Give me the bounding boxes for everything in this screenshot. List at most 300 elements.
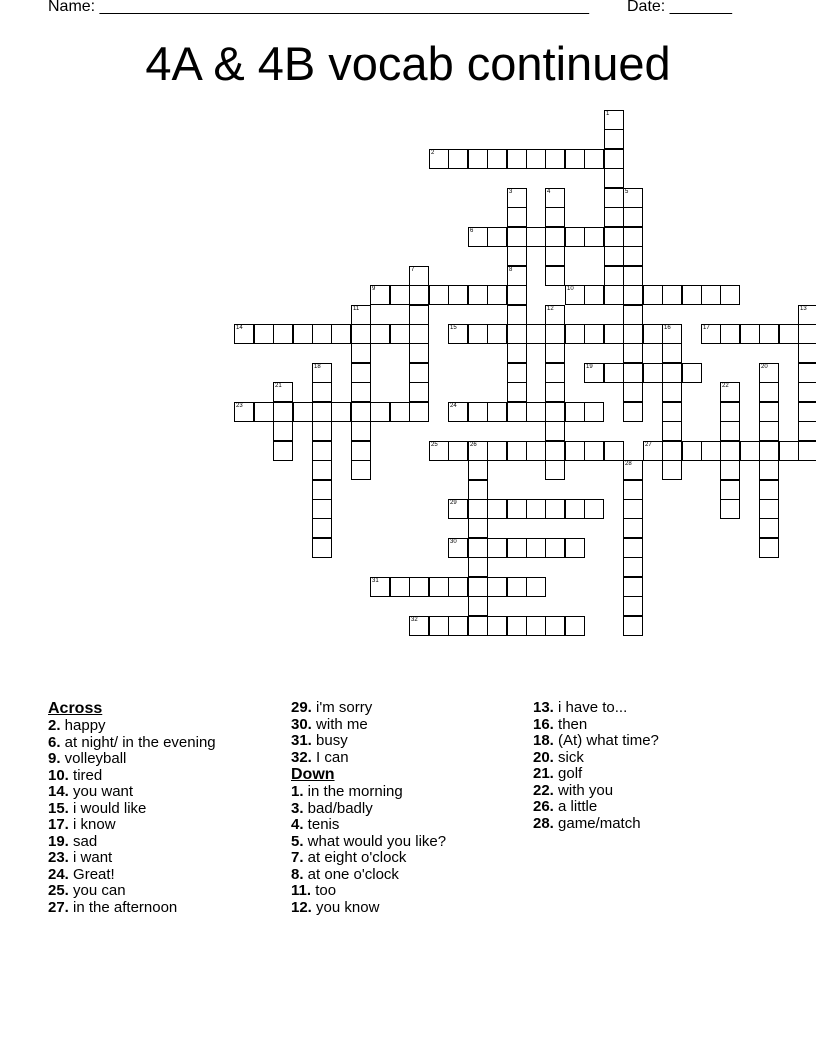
- crossword-cell[interactable]: [662, 363, 682, 383]
- crossword-cell[interactable]: [623, 596, 643, 616]
- crossword-cell[interactable]: [351, 382, 371, 402]
- crossword-cell[interactable]: [312, 382, 332, 402]
- clue-item-number: 32.: [291, 748, 312, 766]
- crossword-cell[interactable]: [487, 149, 507, 169]
- clue-item-number: 31.: [291, 732, 312, 749]
- crossword-cell[interactable]: [312, 518, 332, 538]
- clue-item-text: at eight o'clock: [303, 849, 407, 866]
- crossword-cell[interactable]: [623, 227, 643, 247]
- crossword-cell[interactable]: [623, 577, 643, 597]
- crossword-cell[interactable]: [623, 246, 643, 266]
- crossword-cell[interactable]: [662, 421, 682, 441]
- crossword-cell[interactable]: [507, 616, 527, 636]
- crossword-cell[interactable]: [565, 402, 585, 422]
- crossword-cell[interactable]: [526, 577, 546, 597]
- crossword-cell[interactable]: [584, 324, 604, 344]
- clue-item-text: golf: [553, 765, 583, 782]
- crossword-cell[interactable]: [507, 149, 527, 169]
- crossword-cell[interactable]: [409, 363, 429, 383]
- crossword-cell[interactable]: [565, 499, 585, 519]
- crossword-cell[interactable]: [584, 499, 604, 519]
- clue-item-text: too: [311, 882, 337, 899]
- crossword-cell[interactable]: [468, 460, 488, 480]
- crossword-cell[interactable]: [468, 227, 488, 247]
- crossword-cell[interactable]: [643, 324, 663, 344]
- crossword-cell[interactable]: [429, 616, 449, 636]
- crossword-cell[interactable]: [507, 305, 527, 325]
- clue-number: 2: [431, 150, 435, 156]
- crossword-cell[interactable]: [370, 324, 390, 344]
- crossword-cell[interactable]: [798, 363, 816, 383]
- crossword-cell[interactable]: [643, 441, 663, 461]
- clue-number: 18: [314, 364, 321, 370]
- crossword-cell[interactable]: [526, 499, 546, 519]
- clue-number: 25: [431, 442, 438, 448]
- crossword-cell[interactable]: [312, 363, 332, 383]
- clue-item-text: you know: [311, 898, 380, 916]
- crossword-cell[interactable]: [623, 538, 643, 558]
- crossword-cell[interactable]: [720, 480, 740, 500]
- clue-number: 23: [236, 403, 243, 409]
- crossword-cell[interactable]: [662, 285, 682, 305]
- crossword-cell[interactable]: [526, 616, 546, 636]
- crossword-cell[interactable]: [545, 382, 565, 402]
- crossword-cell[interactable]: [604, 129, 624, 149]
- crossword-cell[interactable]: [526, 149, 546, 169]
- crossword-cell[interactable]: [351, 363, 371, 383]
- crossword-cell[interactable]: [448, 616, 468, 636]
- crossword-cell[interactable]: [448, 149, 468, 169]
- crossword-cell[interactable]: [487, 616, 507, 636]
- clue-item-text: then: [553, 715, 588, 733]
- crossword-cell[interactable]: [409, 577, 429, 597]
- clue-item-text: volleyball: [60, 750, 127, 767]
- crossword-cell[interactable]: [312, 480, 332, 500]
- clue-number: 24: [450, 403, 457, 409]
- clue-item: [533, 717, 659, 734]
- clue-item-text: I can: [311, 748, 349, 766]
- crossword-cell[interactable]: [604, 324, 624, 344]
- crossword-cell[interactable]: [720, 441, 740, 461]
- crossword-cell[interactable]: [507, 246, 527, 266]
- clue-item-text: (At) what time?: [553, 732, 659, 749]
- crossword-cell[interactable]: [234, 402, 254, 422]
- crossword-cell[interactable]: [487, 538, 507, 558]
- crossword-cell[interactable]: [448, 441, 468, 461]
- crossword-cell[interactable]: [351, 421, 371, 441]
- crossword-cell[interactable]: [759, 538, 779, 558]
- crossword-cell[interactable]: [312, 499, 332, 519]
- crossword-cell[interactable]: [312, 421, 332, 441]
- crossword-cell[interactable]: [468, 557, 488, 577]
- crossword-cell[interactable]: [623, 324, 643, 344]
- crossword-cell[interactable]: [604, 266, 624, 286]
- crossword-cell[interactable]: [798, 402, 816, 422]
- crossword-cell[interactable]: [331, 324, 351, 344]
- crossword-cell[interactable]: [604, 149, 624, 169]
- clue-item: [48, 768, 216, 785]
- crossword-cell[interactable]: [643, 285, 663, 305]
- crossword-cell[interactable]: [487, 285, 507, 305]
- crossword-cell[interactable]: [429, 149, 449, 169]
- crossword-cell[interactable]: [604, 110, 624, 130]
- crossword-cell[interactable]: [409, 343, 429, 363]
- crossword-cell[interactable]: [429, 285, 449, 305]
- crossword-cell[interactable]: [487, 499, 507, 519]
- crossword-cell[interactable]: [623, 518, 643, 538]
- crossword-cell[interactable]: [798, 324, 816, 344]
- crossword-cell[interactable]: [390, 324, 410, 344]
- crossword-cell[interactable]: [312, 441, 332, 461]
- clue-item: [48, 867, 216, 884]
- crossword-cell[interactable]: [390, 285, 410, 305]
- crossword-cell[interactable]: [720, 460, 740, 480]
- crossword-cell[interactable]: [759, 402, 779, 422]
- crossword-cell[interactable]: [273, 382, 293, 402]
- crossword-cell[interactable]: [584, 402, 604, 422]
- clue-item-number: 7.: [291, 849, 304, 866]
- clue-item: [291, 834, 446, 851]
- crossword-cell[interactable]: [623, 557, 643, 577]
- crossword-cell[interactable]: [565, 324, 585, 344]
- crossword-cell[interactable]: [623, 382, 643, 402]
- crossword-cell[interactable]: [545, 266, 565, 286]
- crossword-cell[interactable]: [312, 324, 332, 344]
- crossword-cell[interactable]: [254, 324, 274, 344]
- crossword-cell[interactable]: [273, 441, 293, 461]
- crossword-cell[interactable]: [604, 207, 624, 227]
- crossword-cell[interactable]: [701, 285, 721, 305]
- crossword-cell[interactable]: [623, 402, 643, 422]
- crossword-cell[interactable]: [759, 499, 779, 519]
- crossword-cell[interactable]: [701, 324, 721, 344]
- crossword-cell[interactable]: [798, 382, 816, 402]
- clue-number: 10: [567, 286, 574, 292]
- crossword-cell[interactable]: [759, 382, 779, 402]
- crossword-cell[interactable]: [565, 441, 585, 461]
- crossword-cell[interactable]: [390, 402, 410, 422]
- crossword-cell[interactable]: [682, 441, 702, 461]
- crossword-cell[interactable]: [545, 421, 565, 441]
- crossword-cell[interactable]: [312, 460, 332, 480]
- clue-item-text: happy: [60, 717, 106, 734]
- crossword-cell[interactable]: [662, 460, 682, 480]
- crossword-cell[interactable]: [448, 285, 468, 305]
- crossword-cell[interactable]: [545, 499, 565, 519]
- crossword-cell[interactable]: [662, 402, 682, 422]
- clue-item-number: 22.: [533, 781, 554, 799]
- clue-item-text: i know: [68, 816, 116, 833]
- clue-item: [533, 733, 659, 750]
- crossword-cell[interactable]: [507, 402, 527, 422]
- crossword-cell[interactable]: [623, 616, 643, 636]
- clue-item-number: 18.: [533, 732, 554, 749]
- crossword-cell[interactable]: [623, 188, 643, 208]
- crossword-cell[interactable]: [565, 149, 585, 169]
- crossword-cell[interactable]: [507, 343, 527, 363]
- crossword-cell[interactable]: [759, 518, 779, 538]
- crossword-cell[interactable]: [293, 402, 313, 422]
- crossword-cell[interactable]: [468, 518, 488, 538]
- crossword-cell[interactable]: [468, 441, 488, 461]
- crossword-cell[interactable]: [507, 188, 527, 208]
- clue-number: 15: [450, 325, 457, 331]
- crossword-cell[interactable]: [545, 188, 565, 208]
- clue-item: [291, 900, 446, 917]
- crossword-cell[interactable]: [507, 441, 527, 461]
- crossword-cell[interactable]: [526, 227, 546, 247]
- crossword-cell[interactable]: [545, 402, 565, 422]
- crossword-cell[interactable]: [507, 363, 527, 383]
- crossword-cell[interactable]: [507, 207, 527, 227]
- crossword-cell[interactable]: [331, 402, 351, 422]
- crossword-cell[interactable]: [487, 402, 507, 422]
- crossword-cell[interactable]: [507, 499, 527, 519]
- crossword-cell[interactable]: [720, 382, 740, 402]
- clue-item-number: 9.: [48, 750, 61, 767]
- clues-column-2: [291, 700, 446, 916]
- clue-item: [48, 735, 216, 752]
- crossword-cell[interactable]: [604, 285, 624, 305]
- crossword-cell[interactable]: [429, 577, 449, 597]
- crossword-cell[interactable]: [370, 285, 390, 305]
- crossword-cell[interactable]: [507, 538, 527, 558]
- clue-item: [48, 784, 216, 801]
- crossword-cell[interactable]: [604, 363, 624, 383]
- crossword-cell[interactable]: [409, 266, 429, 286]
- clue-number: 27: [645, 442, 652, 448]
- clue-item-number: 3.: [291, 799, 304, 817]
- crossword-cell[interactable]: [293, 324, 313, 344]
- crossword-cell[interactable]: [468, 538, 488, 558]
- crossword-cell[interactable]: [545, 616, 565, 636]
- clue-item-number: 10.: [48, 766, 69, 784]
- clue-number: 31: [372, 578, 379, 584]
- crossword-cell[interactable]: [720, 421, 740, 441]
- crossword-cell[interactable]: [487, 577, 507, 597]
- crossword-cell[interactable]: [409, 402, 429, 422]
- crossword-cell[interactable]: [448, 324, 468, 344]
- crossword-cell[interactable]: [759, 363, 779, 383]
- clue-item: [291, 817, 446, 834]
- crossword-cell[interactable]: [468, 577, 488, 597]
- crossword-cell[interactable]: [273, 402, 293, 422]
- crossword-cell[interactable]: [623, 343, 643, 363]
- clue-item-text: what would you like?: [303, 832, 447, 850]
- crossword-cell[interactable]: [526, 538, 546, 558]
- crossword-cell[interactable]: [720, 402, 740, 422]
- crossword-cell[interactable]: [662, 343, 682, 363]
- clue-item-text: i'm sorry: [311, 699, 373, 716]
- crossword-cell[interactable]: [662, 441, 682, 461]
- clue-item-text: tired: [68, 766, 103, 784]
- crossword-cell[interactable]: [584, 441, 604, 461]
- clue-item-text: you want: [68, 783, 134, 800]
- crossword-cell[interactable]: [584, 285, 604, 305]
- clue-item-number: 8.: [291, 865, 304, 883]
- crossword-cell[interactable]: [545, 343, 565, 363]
- crossword-cell[interactable]: [604, 188, 624, 208]
- crossword-cell[interactable]: [429, 441, 449, 461]
- crossword-cell[interactable]: [370, 402, 390, 422]
- crossword-cell[interactable]: [565, 616, 585, 636]
- clue-item-text: in the afternoon: [68, 898, 178, 916]
- crossword-cell[interactable]: [623, 363, 643, 383]
- clue-number: 12: [547, 306, 554, 312]
- crossword-cell[interactable]: [409, 616, 429, 636]
- crossword-cell[interactable]: [798, 343, 816, 363]
- crossword-cell[interactable]: [487, 324, 507, 344]
- clue-item-text: at one o'clock: [303, 865, 399, 883]
- crossword-cell[interactable]: [468, 596, 488, 616]
- crossword-cell[interactable]: [759, 324, 779, 344]
- crossword-cell[interactable]: [468, 149, 488, 169]
- crossword-cell[interactable]: [448, 499, 468, 519]
- crossword-cell[interactable]: [584, 149, 604, 169]
- crossword-cell[interactable]: [623, 266, 643, 286]
- crossword-cell[interactable]: [351, 343, 371, 363]
- crossword-cell[interactable]: [468, 480, 488, 500]
- crossword-cell[interactable]: [720, 285, 740, 305]
- crossword-cell[interactable]: [254, 402, 274, 422]
- crossword-cell[interactable]: [545, 246, 565, 266]
- crossword-cell[interactable]: [409, 285, 429, 305]
- crossword-cell[interactable]: [545, 460, 565, 480]
- crossword-cell[interactable]: [604, 227, 624, 247]
- crossword-cell[interactable]: [720, 324, 740, 344]
- crossword-cell[interactable]: [507, 266, 527, 286]
- crossword-cell[interactable]: [409, 382, 429, 402]
- crossword-cell[interactable]: [507, 382, 527, 402]
- clue-number: 8: [509, 267, 513, 273]
- crossword-cell[interactable]: [682, 285, 702, 305]
- crossword-cell[interactable]: [623, 499, 643, 519]
- crossword-cell[interactable]: [759, 480, 779, 500]
- crossword-cell[interactable]: [273, 324, 293, 344]
- crossword-cell[interactable]: [584, 363, 604, 383]
- crossword-cell[interactable]: [623, 285, 643, 305]
- crossword-cell[interactable]: [643, 363, 663, 383]
- crossword-cell[interactable]: [351, 441, 371, 461]
- crossword-cell[interactable]: [507, 227, 527, 247]
- crossword-cell[interactable]: [312, 402, 332, 422]
- clue-item: [48, 900, 216, 917]
- crossword-cell[interactable]: [779, 324, 799, 344]
- crossword-cell[interactable]: [487, 441, 507, 461]
- crossword-cell[interactable]: [507, 577, 527, 597]
- crossword-cell[interactable]: [351, 402, 371, 422]
- crossword-cell[interactable]: [759, 421, 779, 441]
- crossword-cell[interactable]: [759, 460, 779, 480]
- crossword-cell[interactable]: [720, 499, 740, 519]
- crossword-cell[interactable]: [273, 421, 293, 441]
- clue-item: [48, 718, 216, 735]
- clue-number: 5: [625, 189, 629, 195]
- crossword-cell[interactable]: [604, 168, 624, 188]
- crossword-cell[interactable]: [565, 285, 585, 305]
- crossword-cell[interactable]: [468, 324, 488, 344]
- clue-item-number: 17.: [48, 816, 69, 833]
- clue-item: [48, 801, 216, 818]
- crossword-cell[interactable]: [468, 499, 488, 519]
- crossword-cell[interactable]: [623, 480, 643, 500]
- crossword-cell[interactable]: [468, 402, 488, 422]
- crossword-cell[interactable]: [545, 207, 565, 227]
- clue-number: 3: [509, 189, 513, 195]
- crossword-cell[interactable]: [565, 538, 585, 558]
- clue-item: [291, 733, 446, 750]
- crossword-cell[interactable]: [623, 305, 643, 325]
- crossword-cell[interactable]: [448, 577, 468, 597]
- crossword-cell[interactable]: [448, 402, 468, 422]
- crossword-cell[interactable]: [351, 324, 371, 344]
- crossword-cell[interactable]: [234, 324, 254, 344]
- crossword-cell[interactable]: [545, 149, 565, 169]
- crossword-cell[interactable]: [526, 324, 546, 344]
- crossword-cell[interactable]: [604, 246, 624, 266]
- crossword-cell[interactable]: [584, 227, 604, 247]
- clue-item-number: 13.: [533, 699, 554, 716]
- crossword-cell[interactable]: [351, 305, 371, 325]
- crossword-cell[interactable]: [545, 227, 565, 247]
- crossword-cell[interactable]: [798, 441, 816, 461]
- clue-number: 19: [586, 364, 593, 370]
- crossword-cell[interactable]: [526, 402, 546, 422]
- crossword-cell[interactable]: [468, 616, 488, 636]
- crossword-cell[interactable]: [740, 324, 760, 344]
- crossword-cell[interactable]: [507, 324, 527, 344]
- crossword-cell[interactable]: [545, 441, 565, 461]
- crossword-cell[interactable]: [565, 227, 585, 247]
- clue-item-text: busy: [311, 732, 348, 749]
- crossword-cell[interactable]: [545, 324, 565, 344]
- crossword-cell[interactable]: [545, 538, 565, 558]
- crossword-cell[interactable]: [448, 538, 468, 558]
- crossword-cell[interactable]: [390, 577, 410, 597]
- crossword-cell[interactable]: [798, 421, 816, 441]
- crossword-cell[interactable]: [487, 227, 507, 247]
- clue-item-text: Great!: [68, 865, 115, 883]
- crossword-cell[interactable]: [409, 305, 429, 325]
- crossword-cell[interactable]: [409, 324, 429, 344]
- crossword-cell[interactable]: [662, 324, 682, 344]
- crossword-cell[interactable]: [351, 460, 371, 480]
- crossword-cell[interactable]: [740, 441, 760, 461]
- crossword-cell[interactable]: [682, 363, 702, 383]
- crossword-cell[interactable]: [507, 285, 527, 305]
- crossword-cell[interactable]: [526, 441, 546, 461]
- crossword-cell[interactable]: [604, 441, 624, 461]
- crossword-cell[interactable]: [545, 363, 565, 383]
- crossword-cell[interactable]: [623, 460, 643, 480]
- name-field-label: Name: _______________________________________________________: [48, 0, 589, 15]
- crossword-cell[interactable]: [779, 441, 799, 461]
- crossword-cell[interactable]: [623, 207, 643, 227]
- clue-number: 9: [372, 286, 376, 292]
- crossword-cell[interactable]: [370, 577, 390, 597]
- crossword-cell[interactable]: [468, 285, 488, 305]
- crossword-cell[interactable]: [798, 305, 816, 325]
- crossword-cell[interactable]: [312, 538, 332, 558]
- clue-item-number: 16.: [533, 715, 554, 733]
- clue-number: 4: [547, 189, 551, 195]
- crossword-cell[interactable]: [759, 441, 779, 461]
- clue-number: 16: [664, 325, 671, 331]
- clue-item-number: 21.: [533, 765, 554, 782]
- crossword-cell[interactable]: [662, 382, 682, 402]
- crossword-cell[interactable]: [545, 305, 565, 325]
- crossword-cell[interactable]: [701, 441, 721, 461]
